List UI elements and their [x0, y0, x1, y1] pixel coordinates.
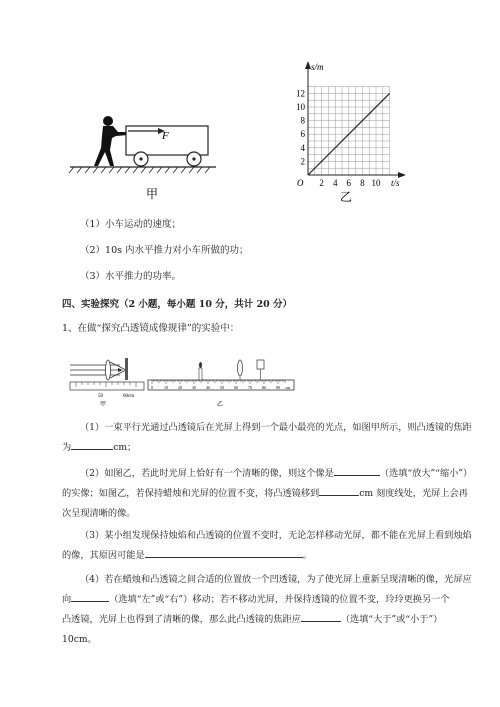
section-title: 四、实验探究（2 小题，每小题 10 分，共计 20 分） — [62, 299, 293, 310]
bench-scale-label: 70 — [248, 385, 252, 390]
part-4: （4）若在蜡烛和凸透镜之间合适的位置放一个凹透镜，为了使光屏上重新呈现清晰的像，光屏应 向 （选填“左”或“右”）移动；若不移动光屏，并保持透镜的位置不变，玲玲更换另一个 凸透镜，光屏上也得到了清晰的像，那么此凸透镜的焦距应 （选填“大于”或“小于”） 10cm。 — [62, 574, 472, 645]
question-2: （2）10s 内水平推力对小车所做的功； — [80, 245, 249, 256]
ground-hatching — [69, 167, 210, 173]
x-tick-label: 2 — [319, 178, 324, 188]
convex-lens-icon-2 — [238, 360, 243, 376]
svg-text:60cm: 60cm — [123, 394, 135, 399]
candle-icon — [199, 368, 202, 380]
convex-lens-icon — [106, 360, 111, 380]
bench-scale-label: 80 — [262, 385, 266, 390]
force-label: F — [162, 130, 169, 142]
question-3: （3）水平推力的功率。 — [80, 271, 182, 282]
x-tick-label: 4 — [332, 178, 338, 188]
part-3: （3）某小组发现保持烛焰和凸透镜的位置不变时，无论怎样移动光屏，都不能在光屏上看到烛焰 的像，其原因可能是 。 — [62, 530, 472, 561]
lens-figure-jia — [70, 358, 144, 408]
lens-figure-yi — [148, 360, 294, 408]
bench-scale-label: 40 — [206, 385, 210, 390]
answer-blank-reason[interactable] — [145, 548, 303, 558]
graph-grid — [308, 87, 390, 175]
screen-icon — [125, 358, 128, 380]
answer-blank-lens-position[interactable] — [319, 486, 359, 496]
y-tick-label: 2 — [300, 156, 305, 167]
bench-scale-label: 90 — [276, 385, 280, 390]
bench-scale-label: 50 — [220, 385, 224, 390]
answer-blank-image-type[interactable] — [334, 466, 380, 476]
lens-jia-caption: 甲 — [100, 402, 107, 408]
part-2: （2）如图乙，若此时光屏上恰好有一个清晰的像，则这个像是 （选填“放大”“缩小”） 的实像；如图乙，若保持蜡烛和光屏的位置不变，将凸透镜移到 cm 刻度线处，光屏上会再 次呈现清晰的像。 — [62, 468, 473, 519]
lens-yi-caption: 乙 — [217, 402, 224, 408]
answer-blank-focal-length[interactable] — [71, 440, 113, 450]
answer-blank-direction[interactable] — [71, 592, 109, 602]
bench-scale-label: cm — [285, 385, 291, 390]
figure-jia-caption: 甲 — [146, 187, 159, 201]
bench-scale-label: 30 — [192, 385, 196, 390]
y-tick-label: 12 — [296, 88, 305, 99]
svg-text:50: 50 — [98, 394, 103, 399]
pushing-cart-figure — [68, 108, 218, 203]
bench-scale-label: 20 — [178, 385, 182, 390]
figure-yi-caption: 乙 — [340, 190, 353, 204]
bench-scale-label: 60 — [234, 385, 238, 390]
part-1: （1）一束平行光通过凸透镜后在光屏上得到一个最小最亮的光点，如图甲所示，则凸透镜的焦距 为 cm； — [62, 422, 472, 453]
y-tick-label: 4 — [300, 142, 305, 153]
st-graph — [280, 58, 410, 206]
y-tick-label: 8 — [300, 115, 305, 126]
question-1: （1）小车运动的速度； — [80, 219, 182, 230]
y-tick-label: 6 — [300, 129, 305, 140]
answer-blank-focal-compare[interactable] — [301, 612, 341, 622]
y-axis-label: s/m — [311, 62, 324, 72]
bench-scale-label: 10 — [164, 385, 168, 390]
x-tick-label: 10 — [371, 178, 381, 188]
ruler-jia — [70, 382, 144, 390]
section-intro: 1、在做“探究凸透镜成像规律”的实验中： — [62, 323, 240, 334]
screen-icon-2 — [257, 360, 264, 369]
person-icon — [94, 116, 128, 166]
x-axis-label: t/s — [391, 178, 400, 188]
y-tick-label: 10 — [296, 102, 305, 112]
x-tick-label: 8 — [360, 178, 365, 188]
lens-experiment-figure — [68, 348, 298, 410]
origin-label: O — [297, 178, 304, 188]
bench-scale-label: 0 — [151, 385, 153, 390]
x-tick-label: 6 — [346, 178, 352, 188]
